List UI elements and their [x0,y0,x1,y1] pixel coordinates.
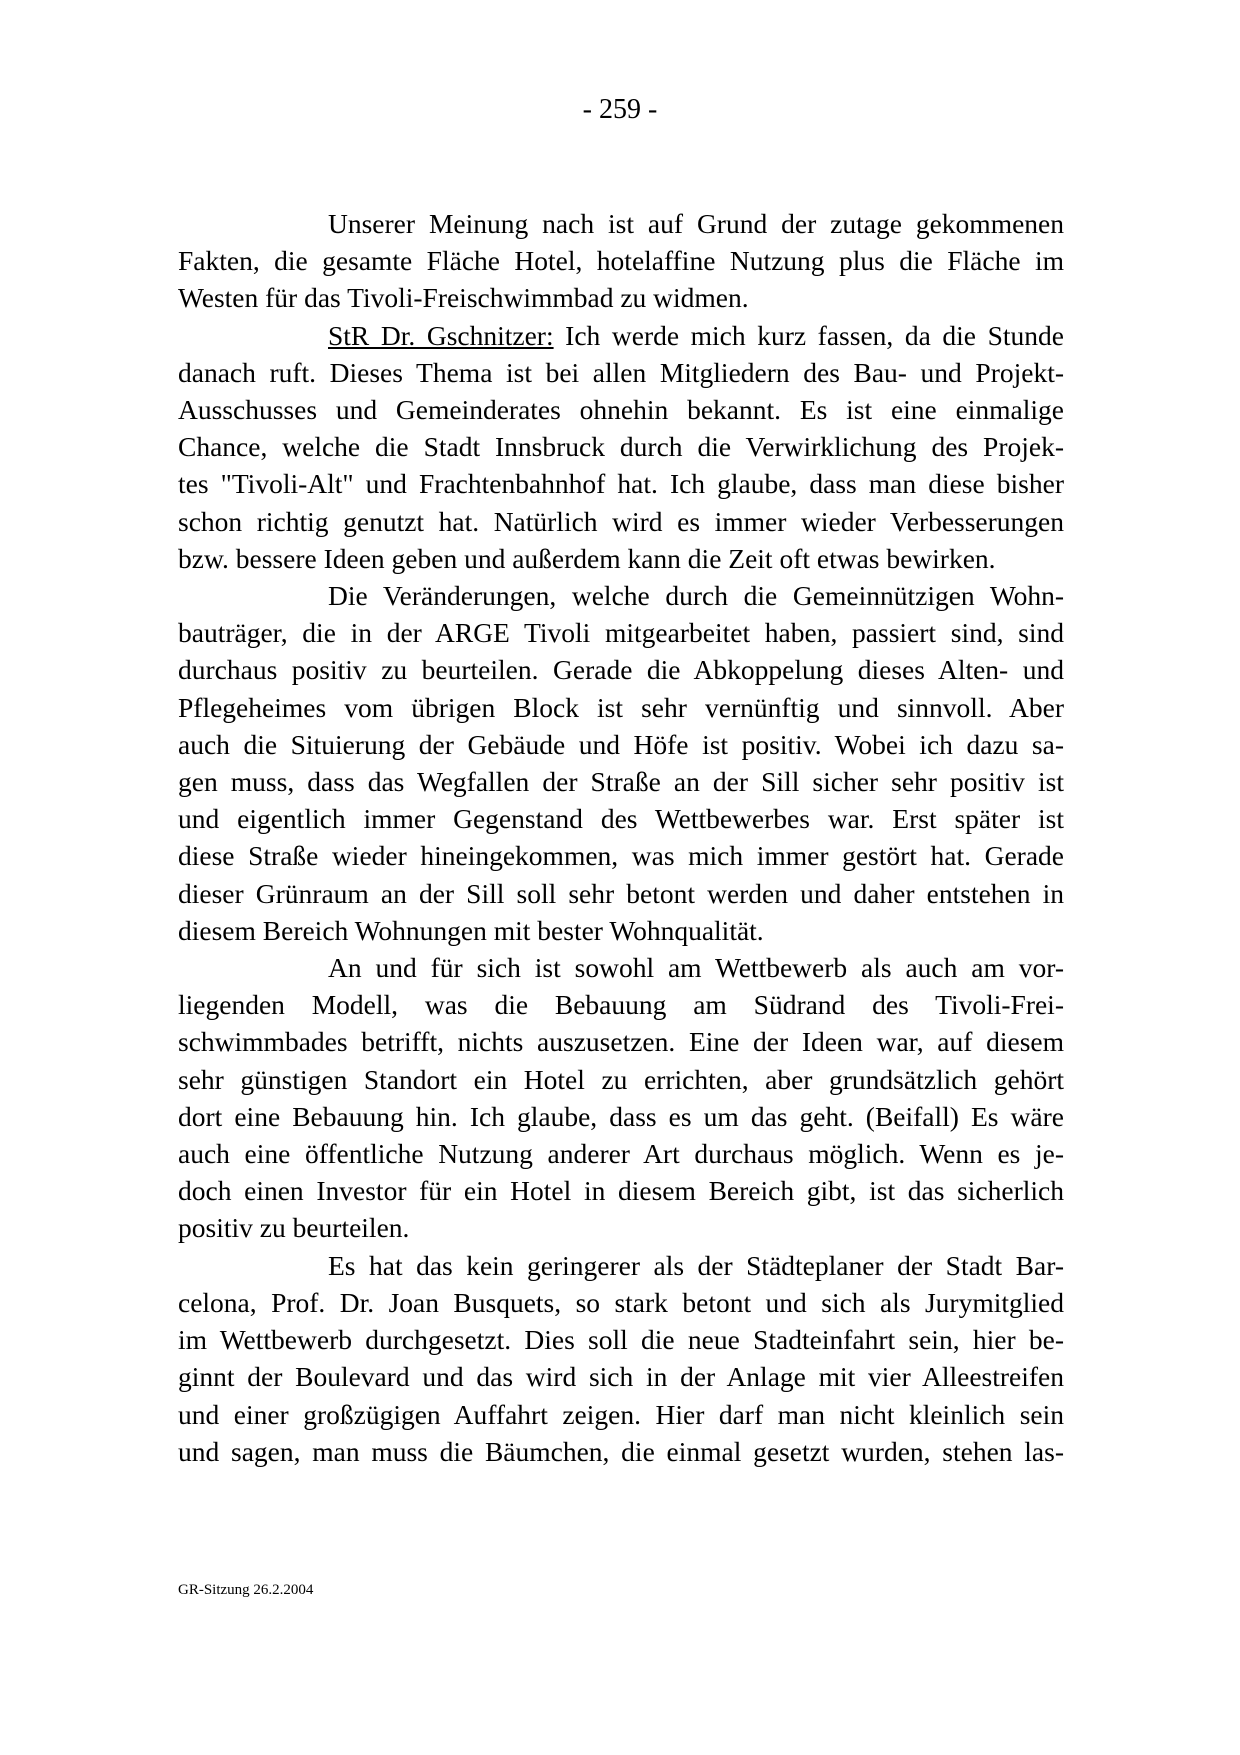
text-line: celona, Prof. Dr. Joan Busquets, so stark betont und sich als Jurymitglied [178,1286,1064,1318]
text-line: bzw. bessere Ideen geben und außerdem kann die Zeit oft etwas bewirken. [178,542,996,574]
text-line: Unserer Meinung nach ist auf Grund der zutage gekommenen [328,208,1064,239]
text-line: Fakten, die gesamte Fläche Hotel, hotelaffine Nutzung plus die Fläche im [178,245,1064,277]
paragraph [178,949,1064,1247]
text-line: An und für sich ist sowohl am Wettbewerb als auch am vor- [328,952,1064,984]
paragraph [178,317,1064,577]
text-line: im Wettbewerb durchgesetzt. Dies soll die neue Stadteinfahrt sein, hier be- [178,1324,1064,1356]
text-line: schwimmbades betrifft, nichts auszusetzen. Eine der Ideen war, auf diesem [178,1026,1064,1058]
text-line [178,317,1064,354]
paragraph [178,577,1064,949]
text-line: dort eine Bebauung hin. Ich glaube, dass es um das geht. (Beifall) Es wäre [178,1100,1064,1132]
text-line: sehr günstigen Standort ein Hotel zu errichten, aber grundsätzlich gehört [178,1063,1064,1095]
footer-session-label: GR-Sitzung 26.2.2004 [178,1582,314,1598]
text-line: Ausschusses und Gemeinderates ohnehin bekannt. Es ist eine einmalige [178,394,1064,426]
text-line: diese Straße wieder hineingekommen, was mich immer gestört hat. Gerade [178,840,1064,872]
page-number: - 259 - [582,94,658,125]
text-line: und einer großzügigen Auffahrt zeigen. Hier darf man nicht kleinlich sein [178,1398,1064,1430]
text-line: positiv zu beurteilen. [178,1212,410,1244]
text-line: tes "Tivoli-Alt" und Frachtenbahnhof hat. Ich glaube, dass man diese bisher [178,468,1064,500]
paragraph [178,205,1064,317]
text-line: ginnt der Boulevard und das wird sich in der Anlage mit vier Alleestreifen [178,1361,1064,1393]
text-line: Pflegeheimes vom übrigen Block ist sehr vernünftig und sinnvoll. Aber [178,691,1064,723]
text-line: diesem Bereich Wohnungen mit bester Wohnqualität. [178,914,764,946]
text-line: auch die Situierung der Gebäude und Höfe ist positiv. Wobei ich dazu sa- [178,728,1064,760]
text-line: dieser Grünraum an der Sill soll sehr betont werden und daher entstehen in [178,877,1064,909]
text-line: durchaus positiv zu beurteilen. Gerade die Abkoppelung dieses Alten- und [178,654,1064,686]
text-line: liegenden Modell, was die Bebauung am Südrand des Tivoli-Frei- [178,989,1064,1021]
speaker-text: Ich werde mich kurz fassen, da die Stunde [553,319,1064,351]
text-line: Die Veränderungen, welche durch die Gemeinnützigen Wohn- [328,580,1064,612]
text-line: auch eine öffentliche Nutzung anderer Art durchaus möglich. Wenn es je- [178,1138,1064,1170]
document-body [178,205,1064,1470]
paragraph [178,1247,1064,1470]
speaker-name: StR Dr. Gschnitzer: [328,319,554,351]
text-line: schon richtig genutzt hat. Natürlich wird es immer wieder Verbesserungen [178,505,1064,537]
text-line: doch einen Investor für ein Hotel in diesem Bereich gibt, ist das sicherlich [178,1175,1064,1207]
text-line: und eigentlich immer Gegenstand des Wettbewerbes war. Erst später ist [178,803,1064,835]
text-line: Es hat das kein geringerer als der Städteplaner der Stadt Bar- [328,1249,1064,1281]
text-line: gen muss, dass das Wegfallen der Straße an der Sill sicher sehr positiv ist [178,766,1064,798]
text-line: bauträger, die in der ARGE Tivoli mitgearbeitet haben, passiert sind, sind [178,617,1064,649]
text-line: danach ruft. Dieses Thema ist bei allen Mitgliedern des Bau- und Projekt- [178,356,1064,388]
text-line: Westen für das Tivoli-Freischwimmbad zu widmen. [178,282,749,314]
text-line: Chance, welche die Stadt Innsbruck durch die Verwirklichung des Projek- [178,431,1064,463]
text-line: und sagen, man muss die Bäumchen, die einmal gesetzt wurden, stehen las- [178,1435,1064,1467]
